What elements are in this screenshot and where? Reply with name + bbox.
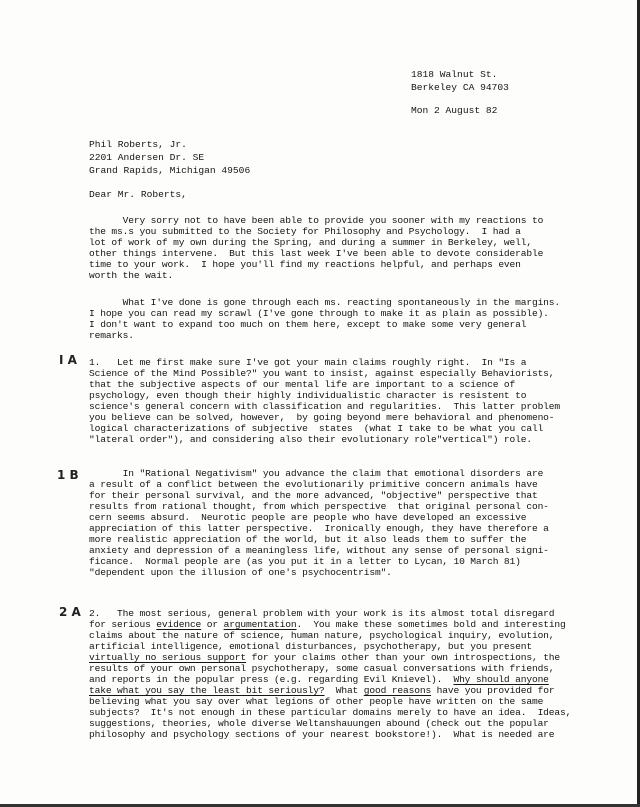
text-line: suggestions, theories, whole diverse Weltanshauungen abound (check out the popular [89,718,549,729]
text-line: anxiety and depression of a meaningless life, without any sense of personal signi- [89,545,549,556]
text-line: What I've done is gone through each ms. reacting spontaneously in the margins. [89,297,561,308]
text-line: logical characterizations of subjective states (what I take to be what you call [89,423,544,434]
text-line: the ms.s you submitted to the Society for Philosophy and Psychology. I had a [89,226,521,237]
text-line: a result of a conflict between the evolutionarily primitive concern animals have [89,479,538,490]
text-run: and reports in the popular press (e.g. regarding Evil Knievel). [89,674,454,685]
text-run: have you provided for [431,685,555,696]
margin-mark-2a: 2 A [59,605,81,619]
text-run: . You make these sometimes bold and interesting [296,619,566,630]
text-line: more realistic appreciation of the world, but it also leads them to suffer the [89,534,527,545]
text-line: results from rational thought, from which perspective that original personal con- [89,501,549,512]
text-line [89,685,554,696]
text-line: "lateral order"), and considering also their evolutionary role"vertical") role. [89,434,532,445]
text-line [89,619,566,630]
text-line: remarks. [89,330,134,341]
recipient-street: 2201 Andersen Dr. SE [89,152,205,163]
underlined-phrase: virtually no serious support [89,652,247,663]
text-line: science's general concern with classification and regularities. This latter problem [89,401,561,412]
margin-mark-1b: 1 B [57,468,79,482]
text-line: claims about the nature of science, human nature, psychological inquiry, evolution, [89,630,555,641]
text-line: you believe can be solved, however, by going beyond mere behavioral and phenomeno- [89,412,555,423]
underlined-phrase: take what you say the least bit seriously? [89,685,325,696]
sender-street: 1818 Walnut St. [411,69,498,80]
underlined-phrase: good reasons [363,685,432,696]
text-line: "dependent upon the illusion of one's psychocentrism". [89,567,392,578]
recipient-city: Grand Rapids, Michigan 49506 [89,165,251,176]
underlined-phrase: Why should anyone [453,674,549,685]
text-line: lot of work of my own during the Spring, and during a summer in Berkeley, well, [89,237,532,248]
text-line: results of your own personal psychotherapy, some casual conversations with friends, [89,663,555,674]
text-run: or [201,619,224,630]
text-line: time to your work. I hope you'll find my reactions helpful, and perhaps even [89,259,521,270]
salutation: Dear Mr. Roberts, [89,189,187,200]
text-line: I don't want to expand too much on them here, except to make some very general [89,319,527,330]
text-run: for serious [89,619,157,630]
text-line [89,652,560,663]
text-line [89,674,549,685]
sender-city: Berkeley CA 94703 [411,82,509,93]
text-line: subjects? It's not enough in these particular domains merely to have an idea. Ideas, [89,707,572,718]
text-line: In "Rational Negativism" you advance the claim that emotional disorders are [89,468,544,479]
text-line: cern seems absurd. Neurotic people are people who have developed an excessive [89,512,527,523]
underlined-phrase: evidence [156,619,202,630]
text-line: 1. Let me first make sure I've got your main claims roughly right. In "Is a [89,357,527,368]
text-line: that the subjective aspects of our mental life are important to a science of [89,379,516,390]
text-line: Science of the Mind Possible?" you want to insist, against especially Behaviorists, [89,368,555,379]
text-line: worth the wait. [89,270,174,281]
text-line: for their personal survival, and the more advanced, "objective" perspective that [89,490,538,501]
text-line: artificial intelligence, emotional disturbances, psychotherapy, but you present [89,641,532,652]
text-line: other things intervene. But this last week I've been able to devote considerable [89,248,544,259]
text-line: psychology, even though their highly individualistic character is resistent to [89,390,527,401]
text-line: believing what you say over what legions of other people have written on the same [89,696,544,707]
text-line: appreciation of this latter perspective. Ironically enough, they have therefore a [89,523,549,534]
text-run: for your claims other than your own introspections, the [246,652,561,663]
recipient-name: Phil Roberts, Jr. [89,139,187,150]
text-line: Very sorry not to have been able to provide you sooner with my reactions to [89,215,544,226]
text-line: 2. The most serious, general problem with your work is its almost total disregard [89,608,555,619]
text-line: philosophy and psychology sections of your nearest bookstore!). What is needed are [89,729,555,740]
text-run: What [324,685,364,696]
text-line: ficance. Normal people are (as you put it in a letter to Lycan, 10 March 81) [89,556,521,567]
margin-mark-1a: I A [59,353,77,367]
underlined-phrase: argumentation [223,619,297,630]
letter-date: Mon 2 August 82 [411,105,498,116]
text-line: I hope you can read my scrawl (I've gone through to make it as plain as possible). [89,308,549,319]
